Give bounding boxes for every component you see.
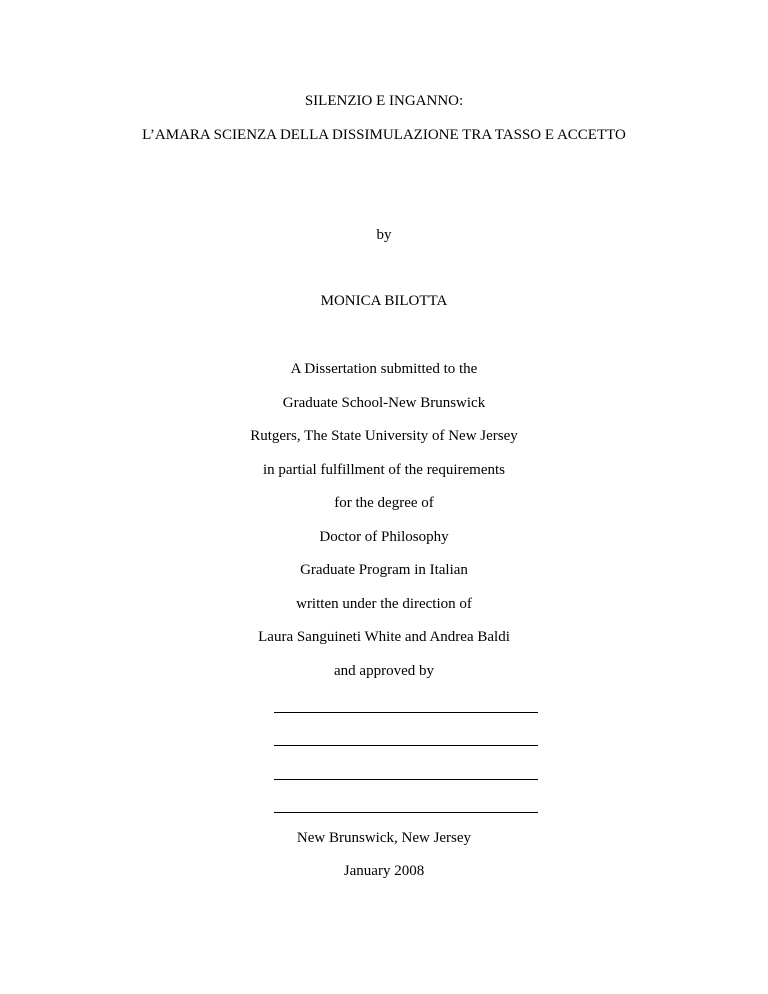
statement-line: written under the direction of	[296, 596, 472, 612]
signature-line	[274, 779, 538, 780]
signature-line	[274, 745, 538, 746]
statement-line: A Dissertation submitted to the	[290, 361, 478, 377]
date-text: January 2008	[343, 863, 425, 879]
statement-line: Graduate School-New Brunswick	[282, 395, 486, 411]
statement-line: Rutgers, The State University of New Jersey	[250, 428, 518, 444]
by-text: by	[376, 227, 392, 243]
statement-line: Laura Sanguineti White and Andrea Baldi	[258, 629, 510, 645]
statement-line: Doctor of Philosophy	[319, 529, 449, 545]
place-text: New Brunswick, New Jersey	[296, 830, 472, 846]
signature-line	[274, 712, 538, 713]
signature-line	[274, 812, 538, 813]
statement-line: and approved by	[334, 663, 434, 679]
statement-line: for the degree of	[334, 495, 434, 511]
title-line-2: L’AMARA SCIENZA DELLA DISSIMULAZIONE TRA TASSO E ACCETTO	[142, 127, 626, 143]
title-line-1: SILENZIO E INGANNO:	[304, 93, 464, 109]
author-name: MONICA BILOTTA	[320, 293, 448, 309]
statement-line: Graduate Program in Italian	[300, 562, 468, 578]
statement-line: in partial fulfillment of the requirements	[262, 462, 505, 478]
